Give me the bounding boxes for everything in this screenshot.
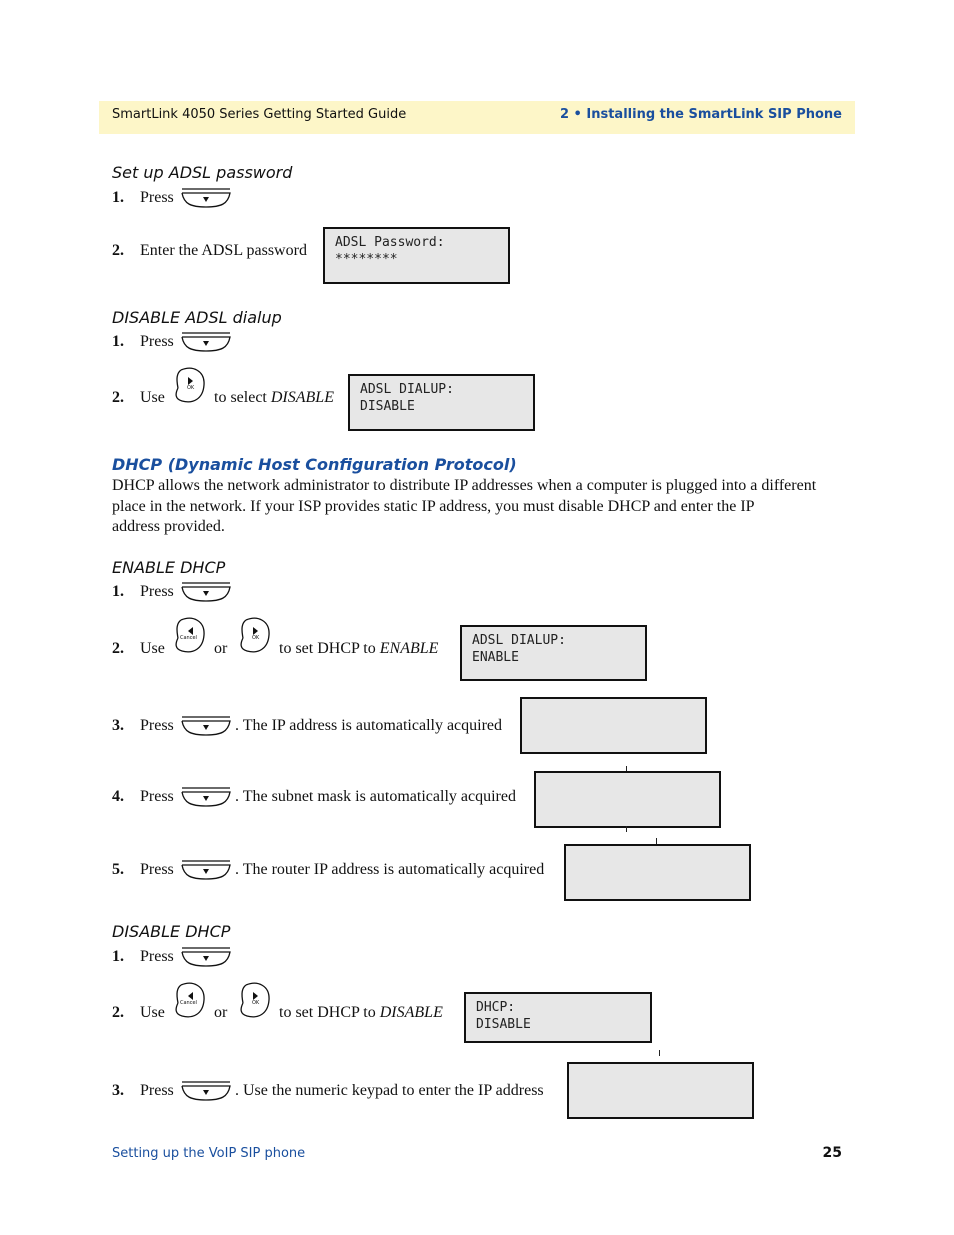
step-text: to set DHCP to ENABLE <box>279 640 439 657</box>
step-number: 1. <box>112 948 124 965</box>
step-text: Press <box>140 788 174 805</box>
down-arrow-key-icon <box>181 581 231 603</box>
step-number: 3. <box>112 1082 124 1099</box>
paragraph-line: place in the network. If your ISP provides static IP address, you must disable DHCP and enter the IP <box>112 497 755 515</box>
page-number: 25 <box>822 1145 842 1161</box>
step-text: . The router IP address is automatically acquired <box>235 861 545 878</box>
step-number: 2. <box>112 640 124 657</box>
dhcp-description <box>112 476 842 538</box>
running-header-title: SmartLink 4050 Series Getting Started Guide <box>112 107 407 122</box>
lcd-display-enable-dhcp <box>460 625 647 681</box>
subhead-enable-dhcp: ENABLE DHCP <box>112 558 226 577</box>
step-text: Use <box>140 640 165 657</box>
paragraph-line: address provided. <box>112 518 225 535</box>
lcd-line: ******** <box>335 252 398 267</box>
footer-section-title: Setting up the VoIP SIP phone <box>112 1146 306 1161</box>
down-arrow-key-icon <box>181 859 231 881</box>
step-number: 3. <box>112 717 124 734</box>
divider-tick <box>659 1050 660 1056</box>
down-arrow-key-icon <box>181 187 231 209</box>
lcd-line: ENABLE <box>472 650 519 665</box>
step-number: 2. <box>112 389 124 406</box>
ok-right-key-icon <box>238 981 272 1021</box>
subhead-disable-dhcp: DISABLE DHCP <box>112 922 231 941</box>
step-number: 1. <box>112 189 124 206</box>
key-label: Cancel <box>180 1000 197 1006</box>
key-label: OK <box>187 385 195 391</box>
subhead-adsl-password: Set up ADSL password <box>112 163 293 182</box>
step-text: . Use the numeric keypad to enter the IP address <box>235 1082 544 1099</box>
paragraph-line: DHCP allows the network administrator to distribute IP addresses when a computer is plugged into a different <box>112 477 817 494</box>
step-text: or <box>214 1004 228 1021</box>
lcd-line: DHCP: <box>476 1000 516 1015</box>
step-number: 1. <box>112 583 124 600</box>
step-number: 4. <box>112 788 124 805</box>
lcd-display-static-ip <box>567 1062 754 1119</box>
lcd-line: DISABLE <box>476 1017 531 1032</box>
lcd-display-subnet-mask <box>534 771 721 828</box>
lcd-line: ADSL Password: <box>335 235 445 250</box>
step-text: Use <box>140 1004 165 1021</box>
cancel-left-key-icon <box>173 981 207 1021</box>
down-arrow-key-icon <box>181 1080 231 1102</box>
lcd-display-adsl-dialup <box>348 374 535 431</box>
step-text: Press <box>140 861 174 878</box>
step-text: Press <box>140 333 174 350</box>
key-label: OK <box>252 1000 260 1006</box>
step-number: 5. <box>112 861 124 878</box>
step-number: 1. <box>112 333 124 350</box>
step-text: Enter the ADSL password <box>140 242 307 259</box>
step-text: Use <box>140 389 165 406</box>
lcd-line: ADSL DIALUP: <box>472 633 566 648</box>
step-text: Press <box>140 1082 174 1099</box>
subhead-disable-adsl-dialup: DISABLE ADSL dialup <box>112 308 282 327</box>
down-arrow-key-icon <box>181 331 231 353</box>
step-text: to select DISABLE <box>214 389 334 406</box>
step-text: Press <box>140 717 174 734</box>
divider-tick <box>626 826 627 832</box>
key-label: OK <box>252 635 260 641</box>
step-text: or <box>214 640 228 657</box>
lcd-display-router-ip <box>564 844 751 901</box>
step-text: Press <box>140 189 174 206</box>
step-text: Press <box>140 948 174 965</box>
lcd-display-adsl-password <box>323 227 510 284</box>
down-arrow-key-icon <box>181 715 231 737</box>
step-text: Press <box>140 583 174 600</box>
lcd-line: DISABLE <box>360 399 415 414</box>
lcd-display-disable-dhcp <box>464 992 652 1043</box>
key-label: Cancel <box>180 635 197 641</box>
ok-right-key-icon <box>238 616 272 656</box>
cancel-left-key-icon <box>173 616 207 656</box>
step-text: . The subnet mask is automatically acquired <box>235 788 516 805</box>
step-number: 2. <box>112 242 124 259</box>
step-number: 2. <box>112 1004 124 1021</box>
step-text: to set DHCP to DISABLE <box>279 1004 443 1021</box>
down-arrow-key-icon <box>181 946 231 968</box>
section-title-dhcp: DHCP (Dynamic Host Configuration Protocol) <box>112 455 517 474</box>
lcd-display-ip-address <box>520 697 707 754</box>
down-arrow-key-icon <box>181 786 231 808</box>
step-text: . The IP address is automatically acquired <box>235 717 503 734</box>
ok-right-key-icon <box>173 366 207 406</box>
running-header-chapter: 2 • Installing the SmartLink SIP Phone <box>559 107 842 122</box>
lcd-line: ADSL DIALUP: <box>360 382 454 397</box>
